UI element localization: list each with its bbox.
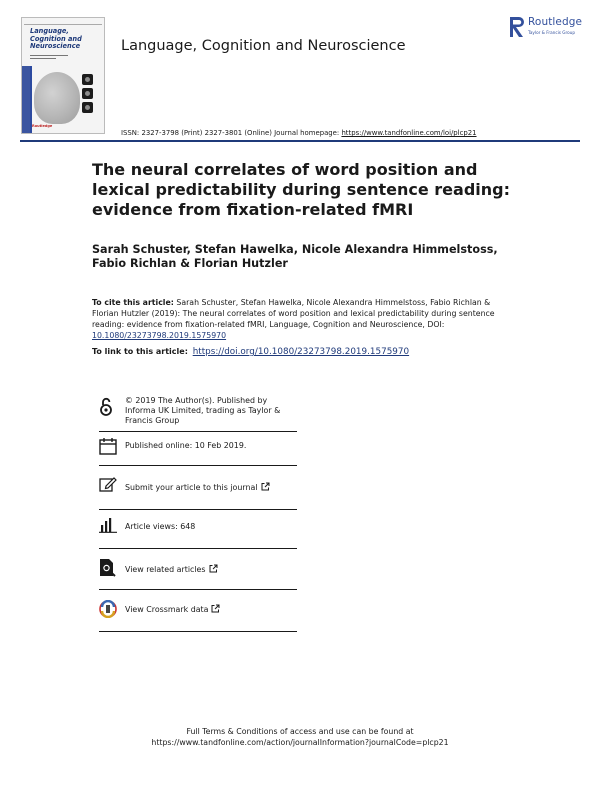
article-doi-url[interactable]: https://doi.org/10.1080/23273798.2019.1575970 [192, 347, 410, 357]
crossmark-icon [99, 600, 117, 618]
cover-rule [30, 58, 56, 59]
issn-text: ISSN: 2327-3798 (Print) 2327-3801 (Online) Journal homepage: [121, 129, 342, 137]
terms-footer [0, 726, 600, 748]
published-row [99, 436, 297, 458]
submit-label: Submit your article to this journal [125, 483, 258, 492]
journal-homepage-link[interactable]: https://www.tandfonline.com/loi/plcp21 [341, 129, 477, 137]
article-link-block [92, 347, 409, 357]
article-views: Article views: 648 [125, 522, 196, 531]
cover-title-line: Neuroscience [30, 42, 81, 50]
external-link-icon [261, 482, 270, 491]
cover-brain-image [34, 72, 80, 124]
related-articles-link[interactable] [125, 564, 218, 575]
submit-article-link[interactable] [125, 482, 270, 493]
license-text: © 2019 The Author(s). Published by Informa UK Limited, trading as Taylor & Francis Group [125, 396, 281, 425]
terms-text: Full Terms & Conditions of access and use can be found at [186, 727, 414, 736]
doi-link[interactable]: 10.1080/23273798.2019.1575970 [92, 331, 227, 340]
cover-side-bar [22, 66, 30, 134]
cover-scan-image [82, 102, 93, 113]
terms-url[interactable]: https://www.tandfonline.com/action/journalInformation?journalCode=plcp21 [151, 738, 449, 747]
cover-scan-image [82, 74, 93, 85]
open-access-row [99, 396, 297, 430]
cover-title-line: Language, [30, 27, 69, 35]
row-divider [99, 465, 297, 466]
external-link-icon [209, 564, 218, 573]
bar-chart-icon [99, 517, 117, 533]
routledge-logo-icon [510, 16, 526, 38]
calendar-icon [99, 437, 117, 455]
article-authors: Sarah Schuster, Stefan Hawelka, Nicole Alexandra Himmelstoss, Fabio Richlan & Florian Hutzler [92, 243, 498, 270]
submit-row[interactable] [99, 475, 297, 497]
crossmark-label: View Crossmark data [125, 605, 209, 614]
publisher-name: Routledge [528, 16, 583, 28]
issn-line [121, 129, 477, 137]
open-access-icon [99, 397, 113, 417]
published-date: Published online: 10 Feb 2019. [125, 441, 247, 450]
cover-rule [30, 55, 68, 56]
article-title: The neural correlates of word position and lexical predictability during sentence reading: evidence from fixation-related fMRI [92, 160, 511, 219]
search-document-icon [99, 558, 117, 577]
cover-top-band [24, 20, 102, 25]
cover-publisher: Routledge [32, 124, 53, 128]
cover-title [30, 28, 86, 51]
row-divider [99, 631, 297, 632]
views-row [99, 516, 297, 538]
related-label: View related articles [125, 565, 206, 574]
journal-name[interactable]: Language, Cognition and Neuroscience [121, 38, 406, 54]
external-link-icon [211, 604, 220, 613]
citation-block [92, 297, 502, 341]
crossmark-row[interactable] [99, 598, 297, 622]
citation-label: To cite this article: [92, 298, 174, 307]
journal-cover-thumbnail[interactable] [21, 17, 105, 134]
row-divider [99, 548, 297, 549]
row-divider [99, 589, 297, 590]
crossmark-link[interactable] [125, 604, 220, 615]
related-row[interactable] [99, 556, 297, 580]
cover-title-line: Cognition and [30, 34, 82, 43]
edit-icon [99, 476, 117, 492]
publisher-tagline: Taylor & Francis Group [528, 30, 576, 35]
row-divider [99, 431, 297, 432]
header-divider [20, 140, 580, 142]
row-divider [99, 509, 297, 510]
cover-scan-image [82, 88, 93, 99]
citation-text: Sarah Schuster, Stefan Hawelka, Nicole Alexandra Himmelstoss, Fabio Richlan & Florian Hutzler (2019): The neural correlates of word position and lexical predictability during sentence reading: evidence from fixation-related fMRI, Language, Cognition and Neuroscience, DOI: [92, 298, 495, 329]
link-label: To link to this article: [92, 347, 191, 356]
